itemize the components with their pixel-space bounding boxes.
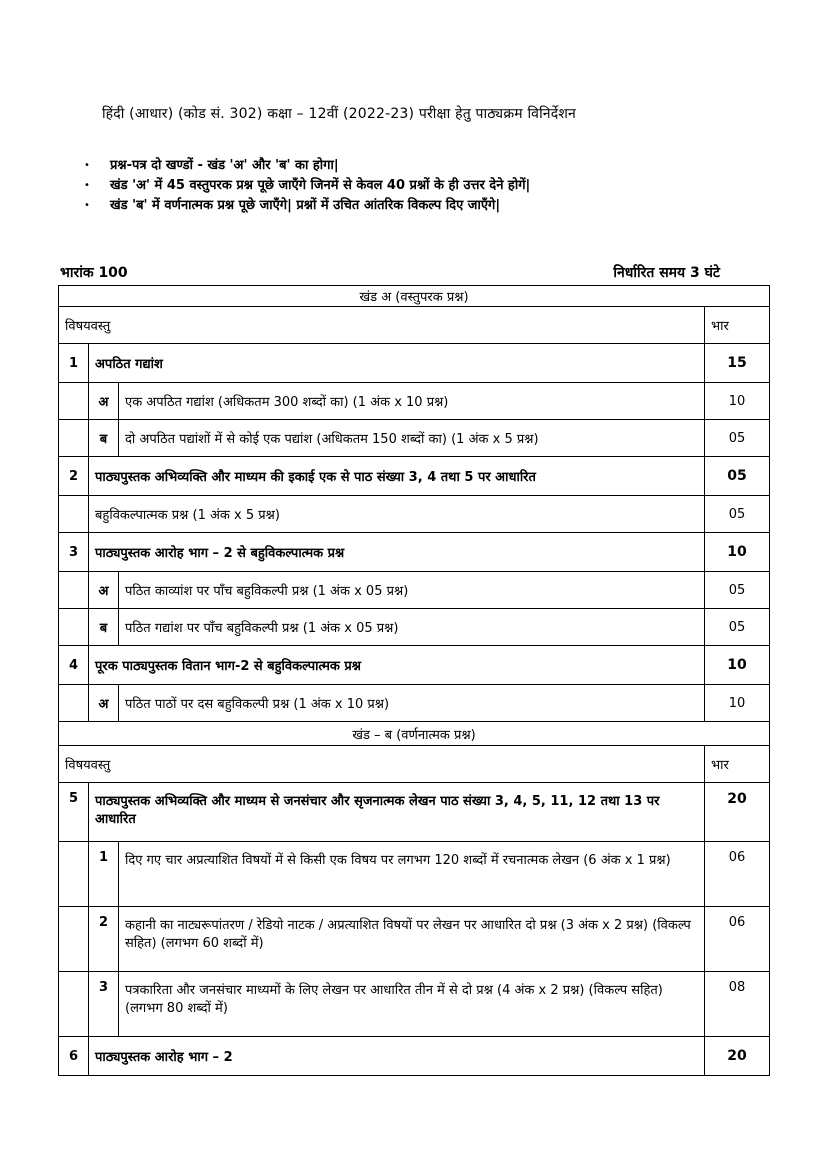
bullet-icon: • bbox=[84, 200, 90, 211]
row-marks: 05 bbox=[705, 457, 770, 496]
table-row bbox=[59, 783, 770, 842]
instruction-item: • खंड 'ब' में वर्णनात्मक प्रश्न पूछे जाएँगे| प्रश्नों में उचित आंतरिक विकल्प दिए जाएँगे| bbox=[84, 196, 530, 216]
row-sub-label: 2 bbox=[89, 907, 119, 972]
section-b-title: खंड – ब (वर्णनात्मक प्रश्न) bbox=[59, 722, 770, 746]
table-row bbox=[59, 383, 770, 420]
row-marks: 06 bbox=[705, 907, 770, 972]
row-topic: पाठ्यपुस्तक अभिव्यक्ति और माध्यम की इकाई एक से पाठ संख्या 3, 4 तथा 5 पर आधारित bbox=[89, 457, 705, 496]
row-sub-label: 3 bbox=[89, 972, 119, 1037]
table-row bbox=[59, 344, 770, 383]
bullet-icon: • bbox=[84, 180, 90, 191]
row-sub-label: ब bbox=[89, 609, 119, 646]
table-row bbox=[59, 609, 770, 646]
row-spacer bbox=[59, 609, 89, 646]
table-row bbox=[59, 457, 770, 496]
row-number: 5 bbox=[59, 783, 89, 842]
row-marks: 20 bbox=[705, 783, 770, 842]
row-topic: पाठ्यपुस्तक अभिव्यक्ति और माध्यम से जनसंचार और सृजनात्मक लेखन पाठ संख्या 3, 4, 5, 11, 12 तथा 13 पर आधारित bbox=[89, 783, 705, 842]
bullet-icon: • bbox=[84, 160, 90, 171]
column-header-row bbox=[59, 307, 770, 344]
row-marks: 06 bbox=[705, 842, 770, 907]
row-sub-label: 1 bbox=[89, 842, 119, 907]
row-marks: 05 bbox=[705, 420, 770, 457]
table-row bbox=[59, 685, 770, 722]
row-sub-label: अ bbox=[89, 685, 119, 722]
column-header-row bbox=[59, 746, 770, 783]
table-row bbox=[59, 533, 770, 572]
table-row bbox=[59, 646, 770, 685]
table-row bbox=[59, 1037, 770, 1076]
column-header-content: विषयवस्तु bbox=[59, 746, 705, 783]
total-marks: भारांक 100 bbox=[60, 265, 128, 281]
row-topic: पाठ्यपुस्तक आरोह भाग – 2 bbox=[89, 1037, 705, 1076]
row-number: 6 bbox=[59, 1037, 89, 1076]
row-marks: 10 bbox=[705, 383, 770, 420]
row-sub-label: अ bbox=[89, 572, 119, 609]
section-b-header-row bbox=[59, 722, 770, 746]
row-spacer bbox=[59, 907, 89, 972]
row-spacer bbox=[59, 572, 89, 609]
section-a-header-row bbox=[59, 286, 770, 307]
row-text: पत्रकारिता और जनसंचार माध्यमों के लिए लेखन पर आधारित तीन में से दो प्रश्न (4 अंक x 2 प्रश्न) (विकल्प सहित) (लगभग 80 शब्दों में) bbox=[119, 972, 705, 1037]
table-row bbox=[59, 572, 770, 609]
row-marks: 05 bbox=[705, 572, 770, 609]
meta-row bbox=[60, 263, 720, 283]
row-topic: पूरक पाठ्यपुस्तक वितान भाग-2 से बहुविकल्पात्मक प्रश्न bbox=[89, 646, 705, 685]
instruction-item: • खंड 'अ' में 45 वस्तुपरक प्रश्न पूछे जाएँगे जिनमें से केवल 40 प्रश्नों के ही उत्तर देने होगें| bbox=[84, 176, 530, 196]
row-number: 2 bbox=[59, 457, 89, 496]
row-spacer bbox=[59, 842, 89, 907]
row-marks: 20 bbox=[705, 1037, 770, 1076]
row-marks: 10 bbox=[705, 685, 770, 722]
table-row bbox=[59, 842, 770, 907]
column-header-content: विषयवस्तु bbox=[59, 307, 705, 344]
row-spacer bbox=[59, 420, 89, 457]
row-marks: 10 bbox=[705, 533, 770, 572]
row-number: 3 bbox=[59, 533, 89, 572]
row-number: 1 bbox=[59, 344, 89, 383]
table-row bbox=[59, 907, 770, 972]
row-marks: 05 bbox=[705, 609, 770, 646]
column-header-weight: भार bbox=[705, 307, 770, 344]
time-allowed: निर्धारित समय 3 घंटे bbox=[613, 265, 720, 281]
row-text: बहुविकल्पात्मक प्रश्न (1 अंक x 5 प्रश्न) bbox=[89, 496, 705, 533]
row-topic: अपठित गद्यांश bbox=[89, 344, 705, 383]
syllabus-table bbox=[58, 285, 770, 1076]
section-a-title: खंड अ (वस्तुपरक प्रश्न) bbox=[59, 286, 770, 307]
row-sub-label: ब bbox=[89, 420, 119, 457]
row-text: दो अपठित पद्यांशों में से कोई एक पद्यांश (अधिकतम 150 शब्दों का) (1 अंक x 5 प्रश्न) bbox=[119, 420, 705, 457]
page-title: हिंदी (आधार) (कोड सं. 302) कक्षा – 12वीं (2022-23) परीक्षा हेतु पाठ्यक्रम विनिर्देशन bbox=[102, 106, 577, 122]
row-spacer bbox=[59, 496, 89, 533]
row-sub-label: अ bbox=[89, 383, 119, 420]
table-row bbox=[59, 972, 770, 1037]
row-marks: 08 bbox=[705, 972, 770, 1037]
row-text: कहानी का नाट्यरूपांतरण / रेडियो नाटक / अप्रत्याशित विषयों पर लेखन पर आधारित दो प्रश्न (3 अंक x 2 प्रश्न) (विकल्प सहित) (लगभग 60 शब्दों में) bbox=[119, 907, 705, 972]
row-marks: 15 bbox=[705, 344, 770, 383]
table-row bbox=[59, 420, 770, 457]
row-marks: 05 bbox=[705, 496, 770, 533]
row-spacer bbox=[59, 383, 89, 420]
instruction-item: • प्रश्न-पत्र दो खण्डों - खंड 'अ' और 'ब' का होगा| bbox=[84, 156, 530, 176]
row-marks: 10 bbox=[705, 646, 770, 685]
row-text: पठित पाठों पर दस बहुविकल्पी प्रश्न (1 अंक x 10 प्रश्न) bbox=[119, 685, 705, 722]
row-spacer bbox=[59, 972, 89, 1037]
row-text: पठित गद्यांश पर पाँच बहुविकल्पी प्रश्न (1 अंक x 05 प्रश्न) bbox=[119, 609, 705, 646]
row-text: दिए गए चार अप्रत्याशित विषयों में से किसी एक विषय पर लगभग 120 शब्दों में रचनात्मक लेखन (6 अंक x 1 प्रश्न) bbox=[119, 842, 705, 907]
row-text: एक अपठित गद्यांश (अधिकतम 300 शब्दों का) (1 अंक x 10 प्रश्न) bbox=[119, 383, 705, 420]
instructions-list bbox=[84, 156, 530, 216]
row-number: 4 bbox=[59, 646, 89, 685]
row-spacer bbox=[59, 685, 89, 722]
row-topic: पाठ्यपुस्तक आरोह भाग – 2 से बहुविकल्पात्मक प्रश्न bbox=[89, 533, 705, 572]
column-header-weight: भार bbox=[705, 746, 770, 783]
row-text: पठित काव्यांश पर पाँच बहुविकल्पी प्रश्न (1 अंक x 05 प्रश्न) bbox=[119, 572, 705, 609]
table-row bbox=[59, 496, 770, 533]
